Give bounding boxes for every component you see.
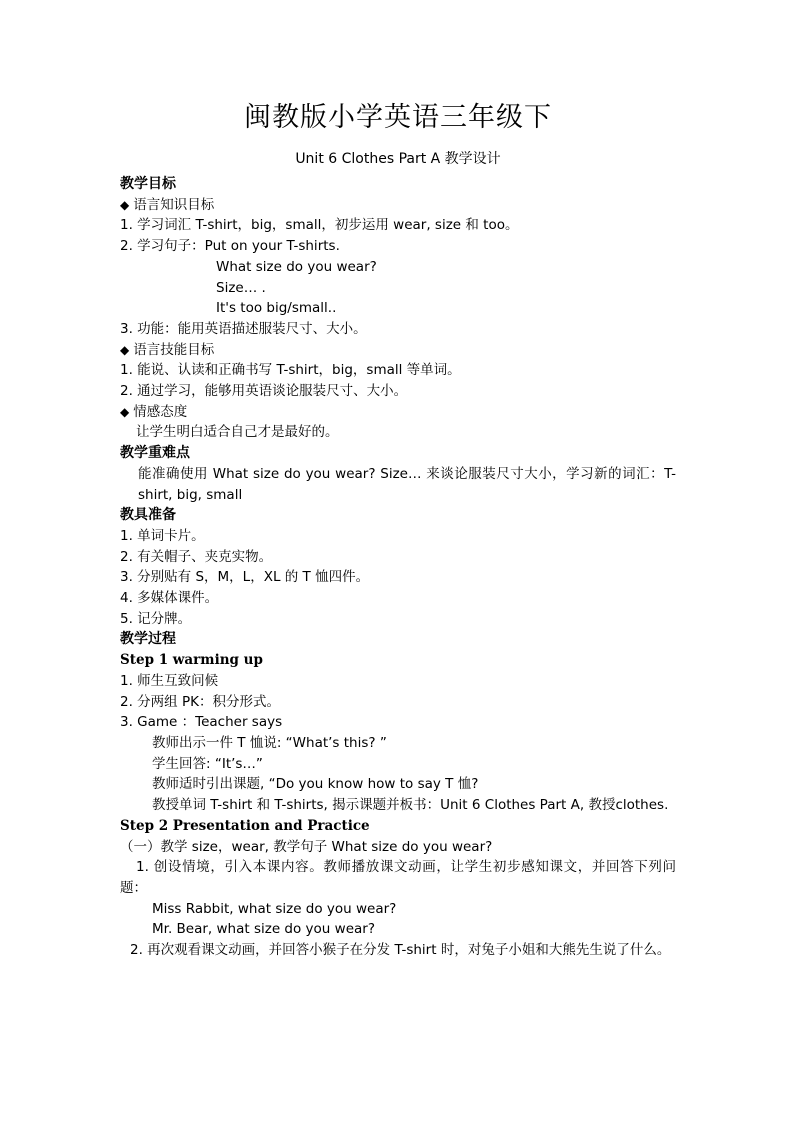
- step-title: Step 2 Presentation and Practice: [120, 817, 370, 834]
- list-item: Size… .: [216, 279, 266, 296]
- list-item: 1. 能说、认读和正确书写 T-shirt，big，small 等单词。: [120, 362, 461, 379]
- subheading-language-skills: ◆ 语言技能目标: [120, 340, 676, 361]
- question-line: Miss Rabbit, what size do you wear?: [152, 900, 397, 917]
- subheading-language-knowledge: ◆ 语言知识目标: [120, 195, 676, 216]
- sub-heading: （一）教学 size，wear, 教学句子 What size do you wear?: [120, 838, 493, 855]
- list-item: 3. 分别贴有 S，M，L，XL 的 T 恤四件。: [120, 569, 370, 586]
- attitude-text: 让学生明白适合自己才是最好的。: [136, 424, 339, 441]
- section-heading-materials: 教具准备: [120, 507, 176, 524]
- list-item: It's too big/small..: [216, 300, 337, 317]
- list-item: 2. 通过学习，能够用英语谈论服装尺寸、大小。: [120, 383, 408, 400]
- step-title: Step 1 warming up: [120, 652, 263, 669]
- key-points-text: 能准确使用 What size do you wear? Size… 来谈论服装尺寸大小，学习新的词汇：T-shirt, big, small: [138, 465, 676, 503]
- list-item: 1. 师生互致问候: [120, 672, 219, 689]
- paragraph: 1. 创设情境，引入本课内容。教师播放课文动画，让学生初步感知课文，并回答下列问题：: [120, 859, 676, 896]
- subheading-attitude: ◆ 情感态度: [120, 402, 676, 423]
- section-heading-key-points: 教学重难点: [120, 445, 190, 462]
- paragraph: 2. 再次观看课文动画，并回答小猴子在分发 T-shirt 时，对兔子小姐和大熊先生说了什么。: [130, 942, 671, 959]
- list-item: 3. 功能：能用英语描述服装尺寸、大小。: [120, 320, 367, 337]
- list-item: What size do you wear?: [216, 258, 377, 275]
- detail-line: 学生回答: “It’s…”: [152, 755, 263, 772]
- document-subtitle: Unit 6 Clothes Part A 教学设计: [295, 151, 501, 167]
- section-heading-goals: 教学目标: [120, 176, 176, 192]
- detail-line: 教师适时引出课题, “Do you know how to say T 恤?: [152, 776, 479, 793]
- list-item: 3. Game ：Teacher says: [120, 714, 283, 731]
- list-item: 1. 学习词汇 T-shirt，big，small，初步运用 wear, size 和 too。: [120, 217, 519, 234]
- section-heading-process: 教学过程: [120, 631, 176, 648]
- detail-line: 教师出示一件 T 恤说: “What’s this? ”: [152, 734, 387, 751]
- list-item: 4. 多媒体课件。: [120, 590, 219, 607]
- detail-line: 教授单词 T-shirt 和 T-shirts, 揭示课题并板书：Unit 6 Clothes Part A, 教授clothes.: [152, 797, 669, 814]
- list-item: 2. 有关帽子、夹克实物。: [120, 548, 273, 565]
- question-line: Mr. Bear, what size do you wear?: [152, 921, 375, 938]
- list-item: 1. 单词卡片。: [120, 527, 205, 544]
- list-item: 2. 分两组 PK：积分形式。: [120, 693, 280, 710]
- list-item: 2. 学习句子：Put on your T-shirts.: [120, 238, 340, 255]
- list-item: 5. 记分牌。: [120, 610, 192, 627]
- document-page: [120, 96, 676, 961]
- document-title: 闽教版小学英语三年级下: [244, 102, 552, 133]
